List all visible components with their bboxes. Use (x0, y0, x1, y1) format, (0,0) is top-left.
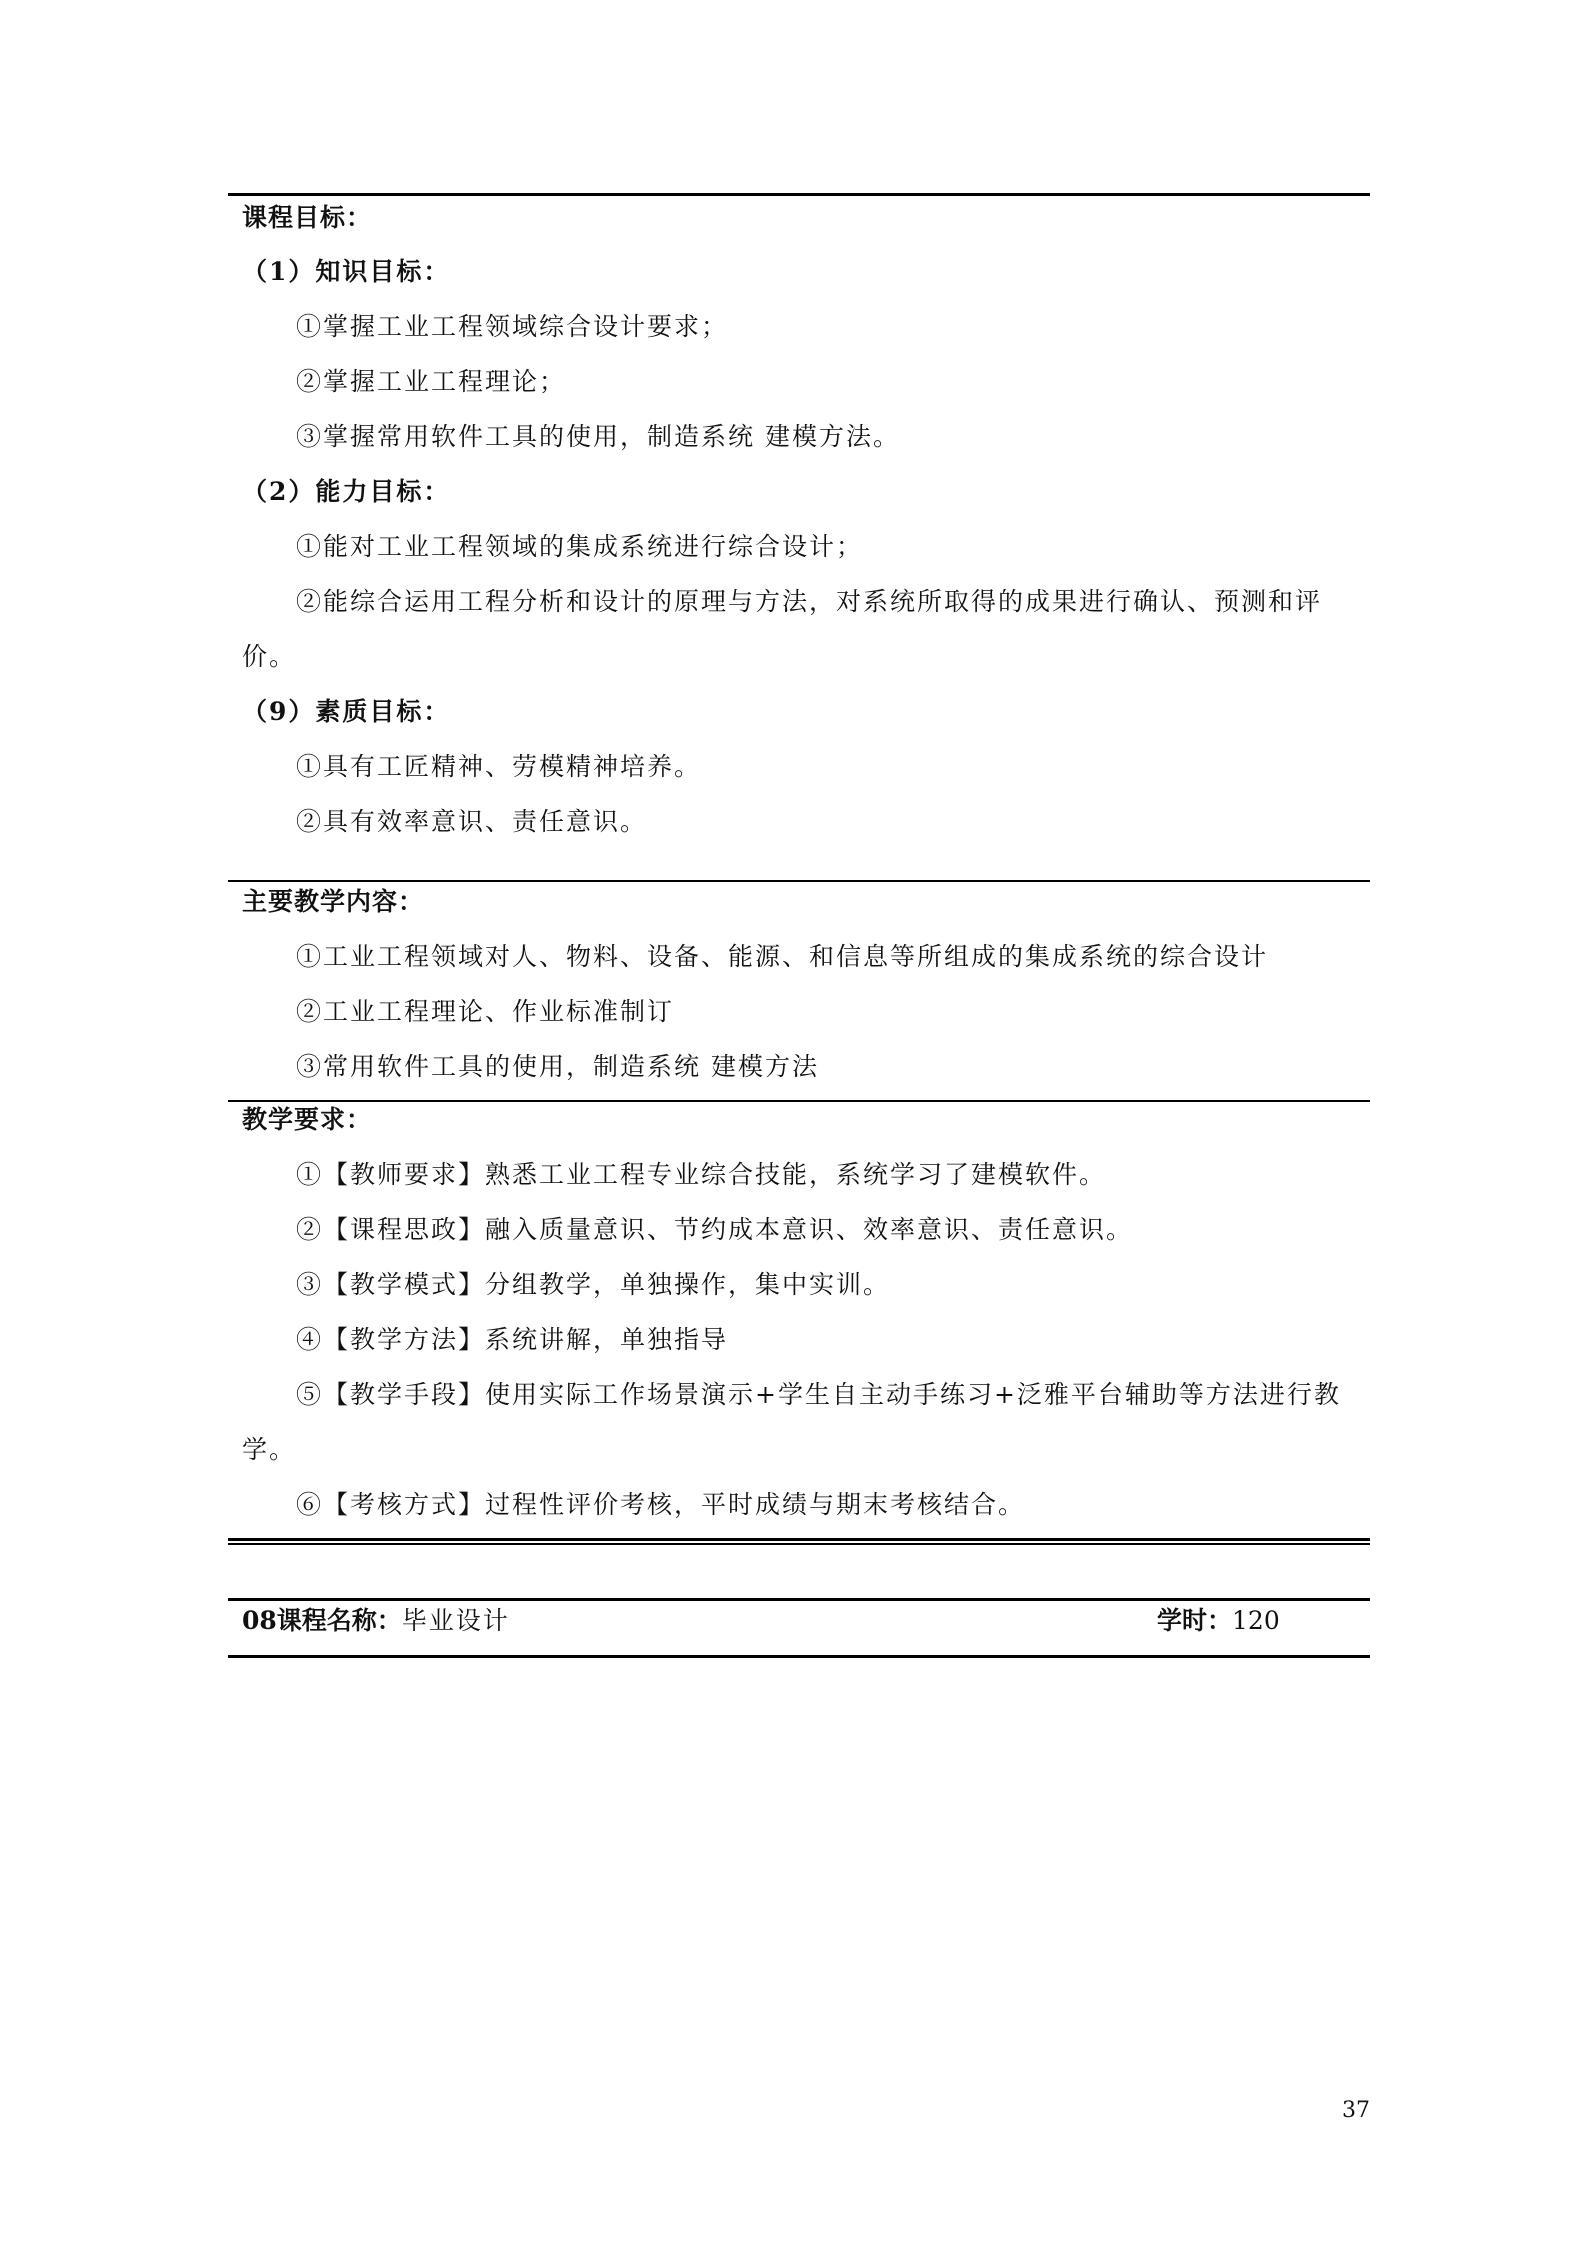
requirements-divider (228, 1100, 1370, 1102)
requirement-item: ④【教学方法】系统讲解，单独指导 (296, 1325, 729, 1354)
content-item: ③常用软件工具的使用，制造系统 建模方法 (296, 1052, 819, 1081)
requirement-item: ⑤【教学手段】使用实际工作场景演示+学生自主动手练习+泛雅平台辅助等方法进行教 (296, 1380, 1341, 1409)
knowledge-item: ③掌握常用软件工具的使用，制造系统 建模方法。 (296, 422, 900, 451)
course-header-top-rule (228, 1598, 1370, 1601)
ability-item: ①能对工业工程领域的集成系统进行综合设计； (296, 532, 864, 561)
content-heading: 主要教学内容： (242, 887, 425, 916)
course-name-label: 08课程名称： (242, 1606, 402, 1635)
course-name-value: 毕业设计 (401, 1606, 510, 1635)
quality-item: ①具有工匠精神、劳模精神培养。 (296, 752, 702, 781)
content-item: ②工业工程理论、作业标准制订 (296, 997, 675, 1026)
course-hours-value: 120 (1232, 1606, 1280, 1635)
quality-item: ②具有效率意识、责任意识。 (296, 807, 648, 836)
course-hours (1157, 1604, 1280, 1638)
top-rule (228, 193, 1370, 196)
requirement-item: ①【教师要求】熟悉工业工程专业综合技能，系统学习了建模软件。 (296, 1160, 1107, 1189)
requirement-item: ③【教学模式】分组教学，单独操作，集中实训。 (296, 1270, 891, 1299)
requirement-item: ⑥【考核方式】过程性评价考核，平时成绩与期末考核结合。 (296, 1490, 1026, 1519)
knowledge-item: ①掌握工业工程领域综合设计要求； (296, 312, 729, 341)
course-hours-label: 学时： (1157, 1606, 1233, 1635)
section-end-rule-inner (228, 1543, 1370, 1545)
quality-objectives-title: （9）素质目标： (242, 697, 451, 726)
page-number: 37 (1342, 2098, 1370, 2123)
ability-objectives-title: （2）能力目标： (242, 477, 451, 506)
requirement-item: ②【课程思政】融入质量意识、节约成本意识、效率意识、责任意识。 (296, 1215, 1134, 1244)
content-divider (228, 880, 1370, 882)
section-end-rule (228, 1538, 1370, 1541)
ability-item-continuation: 价。 (242, 642, 297, 671)
requirements-heading: 教学要求： (242, 1105, 373, 1134)
course-name (242, 1604, 510, 1638)
ability-item: ②能综合运用工程分析和设计的原理与方法，对系统所取得的成果进行确认、预测和评 (296, 587, 1323, 616)
knowledge-item: ②掌握工业工程理论； (296, 367, 567, 396)
objectives-heading: 课程目标： (242, 203, 373, 232)
requirement-item-continuation: 学。 (242, 1435, 297, 1464)
content-item: ①工业工程领域对人、物料、设备、能源、和信息等所组成的集成系统的综合设计 (296, 942, 1269, 971)
knowledge-objectives-title: （1）知识目标： (242, 257, 451, 286)
course-header-bottom-rule (228, 1655, 1370, 1658)
